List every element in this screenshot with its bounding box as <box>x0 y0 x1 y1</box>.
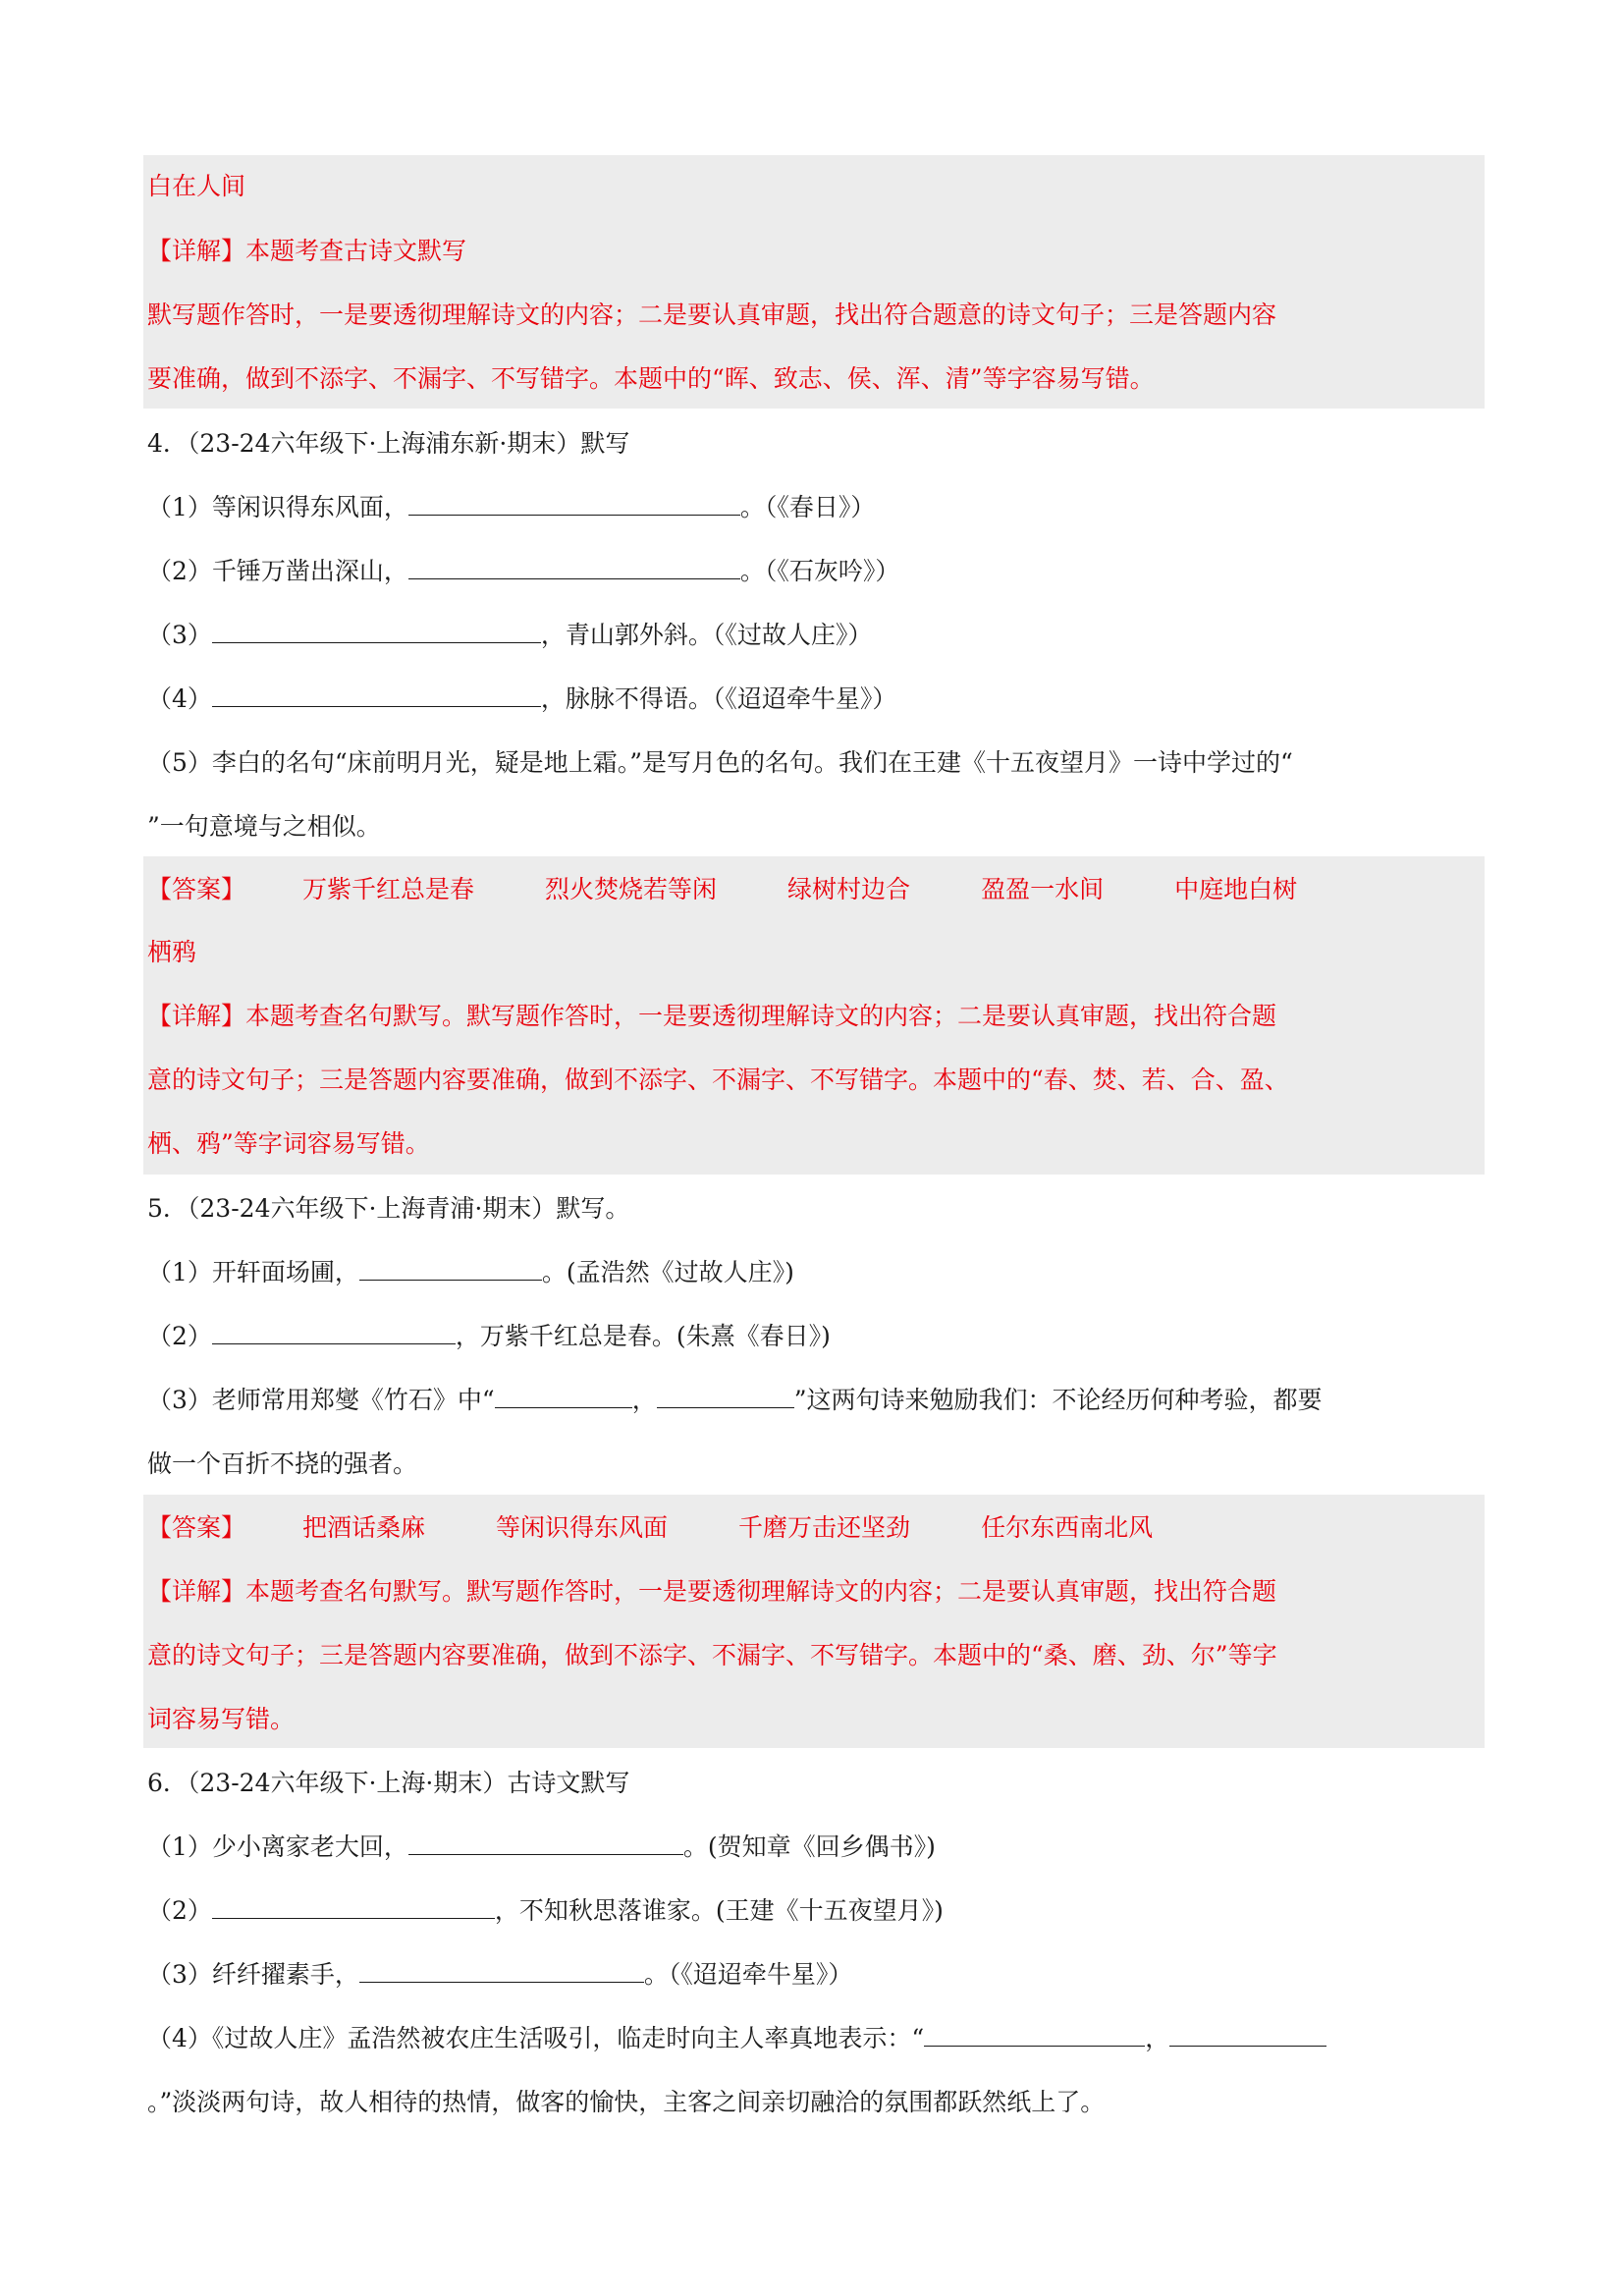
question-item: （3）老师常用郑燮《竹石》中“ ， ”这两句诗来勉励我们：不论经历何种考验，都要 <box>147 1381 1323 1420</box>
question-item: （5）李白的名句“床前明月光，疑是地上霜。”是写月色的名句。我们在王建《十五夜望月》一诗中学过的“ <box>147 748 1293 777</box>
answer-blank[interactable] <box>1169 2020 1326 2047</box>
question-item: （2） ，万紫千红总是春。(朱熹《春日》) <box>147 1317 831 1356</box>
question-title: 4．（23-24六年级下·上海浦东新·期末）默写 <box>147 429 630 458</box>
detail-line: 默写题作答时，一是要透彻理解诗文的内容；二是要认真审题，找出符合题意的诗文句子；三是答题内容 <box>147 301 1277 329</box>
answer-tag: 【答案】 <box>147 875 246 903</box>
answer-blank[interactable] <box>212 1318 456 1344</box>
question-item: （3） ，青山郭外斜。（《过故人庄》） <box>147 616 872 655</box>
question-item: （4）《过故人庄》孟浩然被农庄生活吸引，临走时向主人率真地表示：“ ， <box>147 2019 1326 2058</box>
detail-line: 意的诗文句子；三是答题内容要准确，做到不添字、不漏字、不写错字。本题中的“春、焚、若、合、盈、 <box>147 1066 1289 1094</box>
detail-text: 本题考查古诗文默写 <box>245 237 467 265</box>
answer-continuation: 白在人间 <box>147 172 246 200</box>
answer-blank[interactable] <box>359 1254 542 1281</box>
detail-text: 本题考查名句默写。默写题作答时，一是要透彻理解诗文的内容；二是要认真审题，找出符合题 <box>245 1002 1277 1030</box>
answer-blank[interactable] <box>212 681 541 707</box>
detail-line: 要准确，做到不添字、不漏字、不写错字。本题中的“晖、致志、侯、浑、清”等字容易写错。 <box>147 364 1155 393</box>
answer-item: 把酒话桑麻 <box>302 1513 426 1542</box>
answer-blank[interactable] <box>212 1892 495 1919</box>
question-item: 。”淡淡两句诗，故人相待的热情，做客的愉快，主客之间亲切融洽的氛围都跃然纸上了。 <box>147 2088 1106 2116</box>
detail-line: 词容易写错。 <box>147 1705 296 1733</box>
question-title: 6．（23-24六年级下·上海·期末）古诗文默写 <box>147 1769 630 1797</box>
answer-continuation: 栖鸦 <box>147 938 197 966</box>
question-item: 做一个百折不挠的强者。 <box>147 1449 418 1478</box>
answer-item: 绿树村边合 <box>787 875 911 903</box>
answer-tag: 【答案】 <box>147 1513 246 1542</box>
detail-tag: 【详解】 <box>147 1002 246 1030</box>
detail-line <box>147 232 466 271</box>
question-item: （3）纤纤擢素手， 。（《迢迢牵牛星》） <box>147 1955 852 1995</box>
answer-blank[interactable] <box>408 553 740 579</box>
answer-blank[interactable] <box>495 1382 632 1408</box>
question-item: （2） ，不知秋思落谁家。(王建《十五夜望月》) <box>147 1891 944 1931</box>
answer-item: 中庭地白树 <box>1174 875 1298 903</box>
answer-line <box>147 870 1297 909</box>
detail-tag: 【详解】 <box>147 237 246 265</box>
detail-line: 意的诗文句子；三是答题内容要准确，做到不添字、不漏字、不写错字。本题中的“桑、磨、劲、尔”等字 <box>147 1641 1277 1669</box>
detail-line <box>147 997 1276 1036</box>
question-item: （1）等闲识得东风面， 。（《春日》） <box>147 488 875 527</box>
answer-blank[interactable] <box>359 1956 644 1983</box>
answer-item: 万紫千红总是春 <box>302 875 475 903</box>
answer-item: 盈盈一水间 <box>981 875 1105 903</box>
answer-blank[interactable] <box>408 1829 683 1855</box>
question-item: ”一句意境与之相似。 <box>147 812 381 841</box>
answer-blank[interactable] <box>924 2020 1145 2047</box>
detail-line <box>147 1572 1276 1612</box>
answer-item: 千磨万击还坚劲 <box>738 1513 911 1542</box>
answer-item: 等闲识得东风面 <box>496 1513 669 1542</box>
answer-line <box>147 1508 1153 1548</box>
question-title: 5．（23-24六年级下·上海青浦·期末）默写。 <box>147 1194 630 1223</box>
answer-item: 烈火焚烧若等闲 <box>545 875 718 903</box>
question-item: （1）开轩面场圃， 。(孟浩然《过故人庄》) <box>147 1253 794 1292</box>
question-item: （2）千锤万凿出深山， 。（《石灰吟》） <box>147 552 899 591</box>
answer-blank[interactable] <box>657 1382 794 1408</box>
detail-text: 本题考查名句默写。默写题作答时，一是要透彻理解诗文的内容；二是要认真审题，找出符合题 <box>245 1577 1277 1606</box>
question-item: （1）少小离家老大回， 。(贺知章《回乡偶书》) <box>147 1828 936 1867</box>
answer-blank[interactable] <box>212 617 541 643</box>
answer-item: 任尔东西南北风 <box>981 1513 1154 1542</box>
answer-blank[interactable] <box>408 489 740 516</box>
detail-tag: 【详解】 <box>147 1577 246 1606</box>
detail-line: 栖、鸦”等字词容易写错。 <box>147 1129 430 1158</box>
question-item: （4） ，脉脉不得语。（《迢迢牵牛星》） <box>147 680 896 719</box>
